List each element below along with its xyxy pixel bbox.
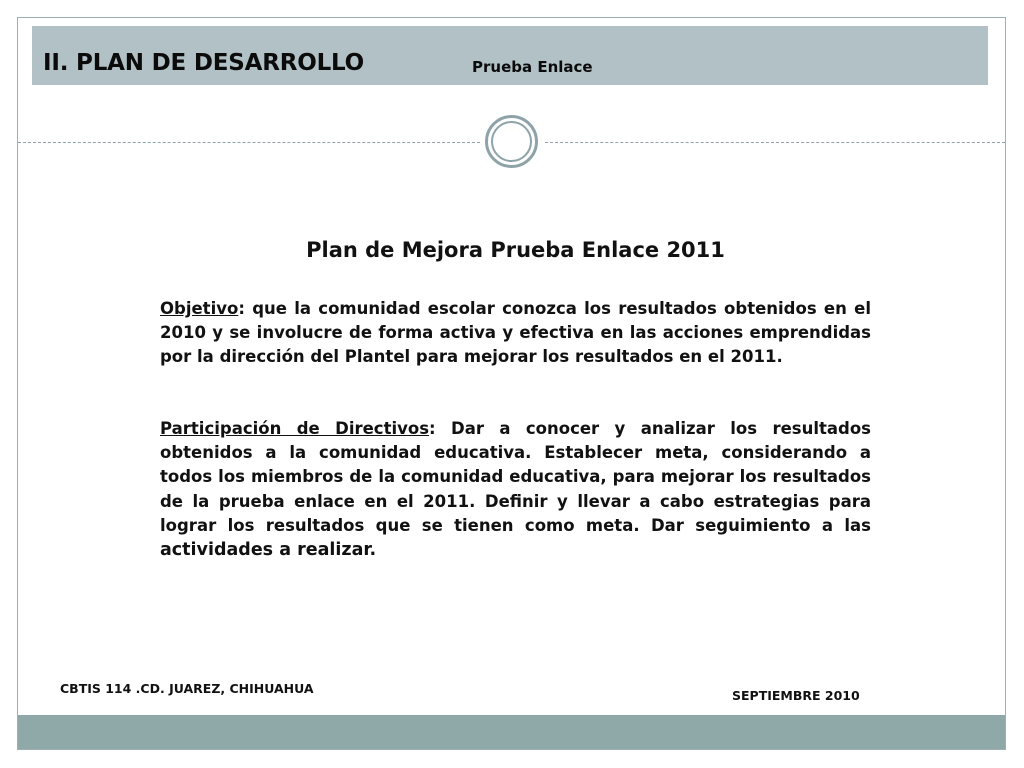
participacion-last-line: actividades a realizar. (160, 540, 377, 561)
slide-title: II. PLAN DE DESARROLLO (43, 50, 365, 76)
objetivo-paragraph (160, 297, 871, 370)
circle-ornament-icon (485, 115, 538, 168)
participacion-term: Participación de Directivos (160, 419, 430, 438)
participacion-paragraph (160, 417, 871, 562)
document-title: Plan de Mejora Prueba Enlace 2011 (306, 238, 725, 262)
footer-institution: CBTIS 114 .CD. JUAREZ, CHIHUAHUA (60, 681, 314, 696)
bottom-bar (18, 715, 1005, 749)
objetivo-text: : que la comunidad escolar conozca los resultados obtenidos en el 2010 y se involucre de forma activa y efectiva en las acciones emprendidas por la dirección del Plantel para mejorar los resultados en el 2011. (160, 299, 871, 367)
circle-ornament-inner (491, 121, 532, 162)
divider-left (18, 142, 480, 143)
objetivo-term: Objetivo (160, 299, 239, 318)
footer-date: SEPTIEMBRE 2010 (732, 688, 860, 703)
slide-subtitle: Prueba Enlace (472, 58, 593, 76)
participacion-text: : Dar a conocer y analizar los resultados obtenidos a la comunidad educativa. Establecer meta, considerando a todos los miembros de la comunidad educativa, para mejorar los resultados de la prueba enlace en el 2011. Definir y llevar a cabo estrategias para lograr los resultados que se tienen como meta. Dar seguimiento a las (160, 419, 871, 535)
divider-right (545, 142, 1005, 143)
